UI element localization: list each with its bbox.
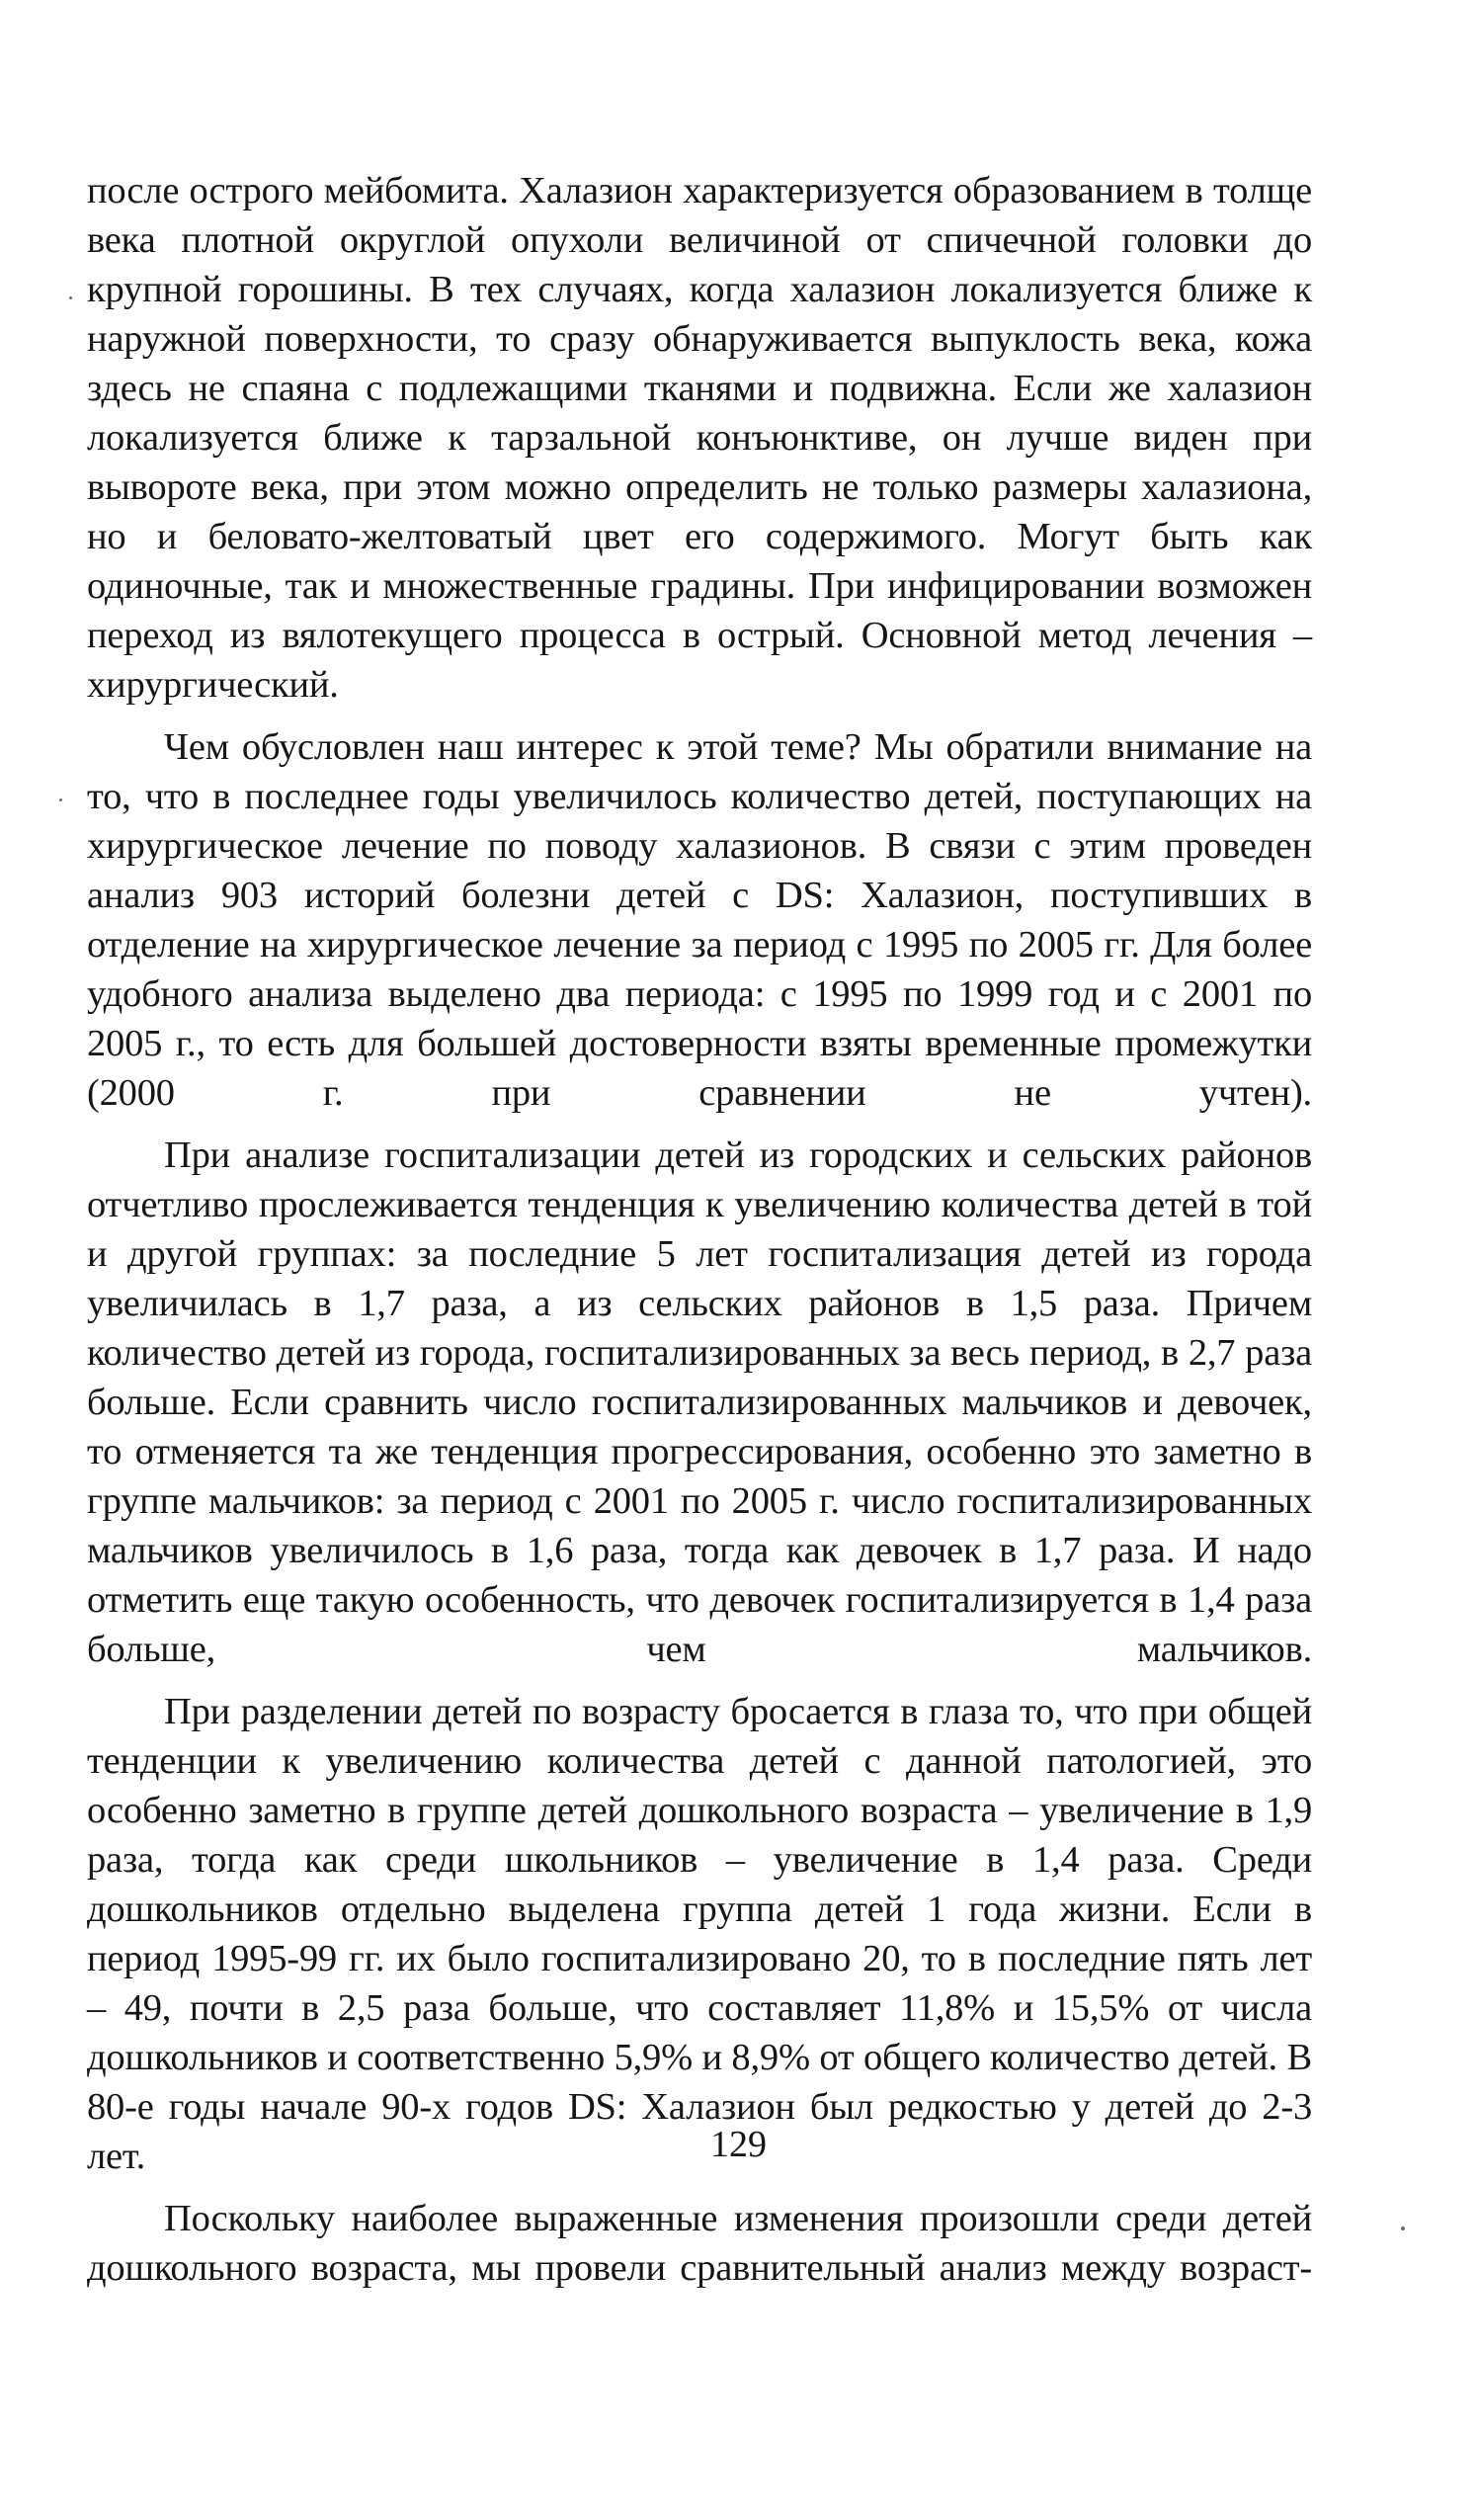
scan-speck xyxy=(1401,2226,1405,2230)
body-text xyxy=(87,166,1312,2306)
paragraph-4: При разделении детей по возрасту бросается в глаза то, что при общей тенденции к увеличению количества детей с данной патологией, это особенно заметно в группе детей дошкольного возраста – увеличение в 1,9 раза, тогда как среди школьников – увеличение в 1,4 раза. Среди дошкольников отдельно выделена группа детей 1 года жизни. Если в период 1995-99 гг. их было госпитализировано 20, то в последние пять лет – 49, почти в 2,5 раза больше, что составляет 11,8% и 15,5% от числа дошкольников и соответственно 5,9% и 8,9% от общего количество детей. В 80-е годы начале 90-х годов DS: Халазион был редкостью у детей до 2-3 лет. xyxy=(87,1691,1312,2177)
scan-speck xyxy=(69,296,72,299)
scan-speck xyxy=(59,798,62,801)
paragraph-2: Чем обусловлен наш интерес к этой теме? Мы обратили внимание на то, что в последнее годы увеличилось количество детей, поступающих на хирургическое лечение по поводу халазионов. В связи с этим проведен анализ 903 историй болезни детей с DS: Халазион, поступивших в отделение на хирургическое лечение за период с 1995 по 2005 гг. Для более удобного анализа выделено два периода: с 1995 по 1999 год и с 2001 по 2005 г., то есть для большей достоверности взяты временные промежутки (2000 г. при сравнении не учтен). xyxy=(87,726,1312,1114)
paragraph-5: Поскольку наиболее выраженные изменения произошли среди детей дошкольного возраста, мы провели сравнительный анализ между возраст- xyxy=(87,2198,1312,2289)
paragraph-1: после острого мейбомита. Халазион характеризуется образованием в толще века плотной округлой опухоли величиной от спичечной головки до крупной горошины. В тех случаях, когда халазион локализуется ближе к наружной поверхности, то сразу обнаруживается выпуклость века, кожа здесь не спаяна с подлежащими тканями и подвижна. Если же халазион локализуется ближе к тарзальной конъюнктиве, он лучше виден при вывороте века, при этом можно определить не только размеры халазиона, но и беловато-желтоватый цвет его содержимого. Могут быть как одиночные, так и множественные градины. При инфицировании возможен переход из вялотекущего процесса в острый. Основной метод лечения – хирургический. xyxy=(87,170,1312,706)
page-number: 129 xyxy=(710,2124,767,2165)
paragraph-3: При анализе госпитализации детей из городских и сельских районов отчетливо прослеживается тенденция к увеличению количества детей в той и другой группах: за последние 5 лет госпитализация детей из города увеличилась в 1,7 раза, а из сельских районов в 1,5 раза. Причем количество детей из города, госпитализированных за весь период, в 2,7 раза больше. Если сравнить число госпитализированных мальчиков и девочек, то отменяется та же тенденция прогрессирования, особенно это заметно в группе мальчиков: за период с 2001 по 2005 г. число госпитализированных мальчиков увеличилось в 1,6 раза, тогда как девочек в 1,7 раза. И надо отметить еще такую особенность, что девочек госпитализируется в 1,4 раза больше, чем мальчиков. xyxy=(87,1134,1312,1670)
